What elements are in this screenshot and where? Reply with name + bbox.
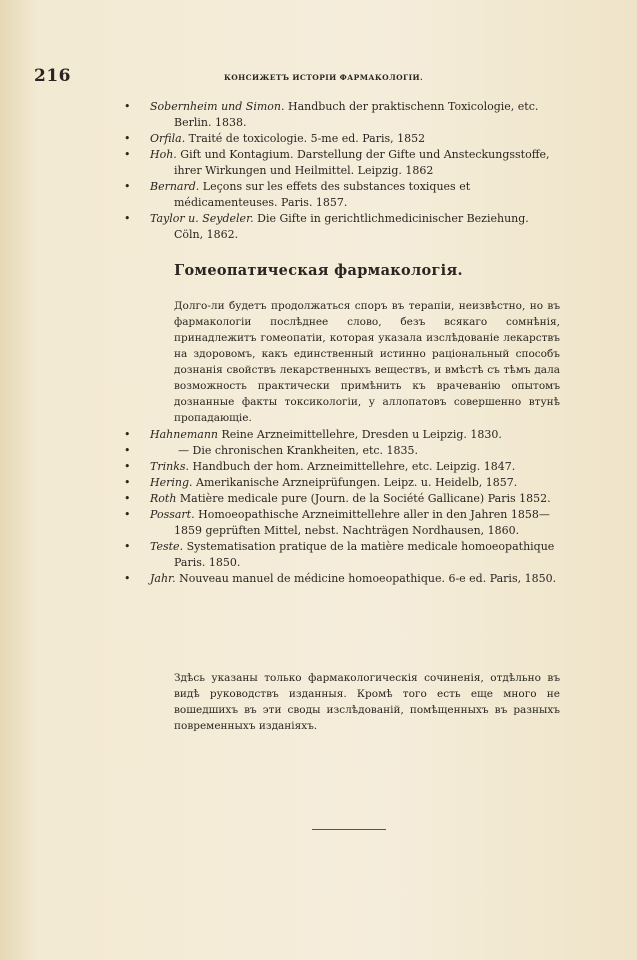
reference-author: Hahnemann xyxy=(150,428,218,441)
reference-text: Handbuch der praktischenn Toxicologie, etc. Berlin. 1838. xyxy=(174,100,539,129)
references-top xyxy=(124,99,560,243)
reference-text: Die chronischen Krankheiten, etc. 1835. xyxy=(192,444,419,457)
reference-author: Taylor u. Seydeler. xyxy=(150,212,254,225)
references-bottom xyxy=(124,427,560,587)
bullet-mark: • xyxy=(124,492,131,505)
reference-author: Sobernheim und Simon. xyxy=(150,100,285,113)
bullet-mark: • xyxy=(124,444,131,457)
reference-entry xyxy=(124,507,560,539)
reference-author: — xyxy=(178,444,193,457)
reference-entry xyxy=(124,99,560,131)
reference-text: Traité de toxicologie. 5-me ed. Paris, 1852 xyxy=(185,132,426,145)
body-paragraph: Долго-ли будетъ продолжаться споръ въ терапіи, неизвѣстно, но въ фармакологіи послѣднее слово, безъ всякаго сомнѣнія, принадлежитъ гомеопатіи, которая указала изслѣдованіе лекарствъ на здоровомъ, какъ единственный истинно раціональный способъ дознанія свойствъ лекарственныхъ веществъ, и вмѣстѣ съ тѣмъ дала возможность практически примѣнить къ врачеванію опытомъ дознанные факты токсикологіи, у аллопатовъ совершенно втунѣ пропадающіе. xyxy=(174,300,560,424)
reference-text: Systematisation pratique de la matière medicale homoeopathique Paris. 1850. xyxy=(174,540,555,569)
bullet-mark: • xyxy=(124,212,131,225)
reference-author: Jahr. xyxy=(150,572,176,585)
reference-text: Gift und Kontagium. Darstellung der Gifte und Ansteckungsstoffe, ihrer Wirkungen und Heilmittel. Leipzig. 1862 xyxy=(174,148,550,177)
reference-entry xyxy=(124,459,560,475)
reference-entry xyxy=(124,131,560,147)
reference-entry xyxy=(124,571,560,587)
bullet-mark: • xyxy=(124,572,131,585)
reference-text: Leçons sur les effets des substances toxiques et médicamenteuses. Paris. 1857. xyxy=(174,180,471,209)
footnote-paragraph: Здѣсь указаны только фармакологическія сочиненія, отдѣльно въ видѣ руководствъ изданныя. Кромѣ того есть еще много не вошедшихъ въ эти своды изслѣдованій, помѣщенныхъ въ разныхъ повременныхъ изданіяхъ. xyxy=(174,672,560,732)
bullet-mark: • xyxy=(124,428,131,441)
reference-entry xyxy=(124,539,560,571)
reference-text: Matière medicale pure (Journ. de la Société Gallicane) Paris 1852. xyxy=(176,492,551,505)
reference-author: Bernard. xyxy=(150,180,200,193)
reference-author: Hoh. xyxy=(150,148,177,161)
reference-author: Orfila. xyxy=(150,132,186,145)
bullet-mark: • xyxy=(124,132,131,145)
reference-entry xyxy=(124,475,560,491)
reference-entry xyxy=(124,491,560,507)
page-header xyxy=(34,66,594,86)
bullet-mark: • xyxy=(124,460,131,473)
reference-entry xyxy=(124,443,560,459)
bullet-mark: • xyxy=(124,540,131,553)
section-title: Гомеопатическая фармакологія. xyxy=(174,262,463,279)
reference-author: Roth xyxy=(150,492,177,505)
reference-text: Nouveau manuel de médicine homoeopathique. 6-e ed. Paris, 1850. xyxy=(175,572,557,585)
reference-text: Handbuch der hom. Arzneimittellehre, etc. Leipzig. 1847. xyxy=(189,460,516,473)
reference-author: Possart. xyxy=(150,508,195,521)
reference-author: Hering. xyxy=(150,476,193,489)
reference-entry xyxy=(124,147,560,179)
reference-author: Trinks. xyxy=(150,460,190,473)
reference-text: Die Gifte in gerichtlichmedicinischer Beziehung. Cöln, 1862. xyxy=(174,212,529,241)
reference-text: Homoeopathische Arzneimittellehre aller in den Jahren 1858—1859 geprüften Mittel, nebst. Nachträgen Nordhausen, 1860. xyxy=(174,508,550,537)
bullet-mark: • xyxy=(124,148,131,161)
reference-entry xyxy=(124,179,560,211)
page-number: 216 xyxy=(34,66,71,86)
reference-text: Amerikanische Arzneiprüfungen. Leipz. u. Heidelb, 1857. xyxy=(192,476,518,489)
reference-entry xyxy=(124,427,560,443)
bullet-mark: • xyxy=(124,476,131,489)
reference-author: Teste. xyxy=(150,540,184,553)
bullet-mark: • xyxy=(124,100,131,113)
end-rule xyxy=(312,829,386,830)
reference-text: Reine Arzneimittellehre, Dresden u Leipzig. 1830. xyxy=(218,428,502,441)
reference-entry xyxy=(124,211,560,243)
bullet-mark: • xyxy=(124,508,131,521)
bullet-mark: • xyxy=(124,180,131,193)
running-title: КОНСИЖЕТЪ ИСТОРІИ ФАРМАКОЛОГІИ. xyxy=(224,73,424,82)
